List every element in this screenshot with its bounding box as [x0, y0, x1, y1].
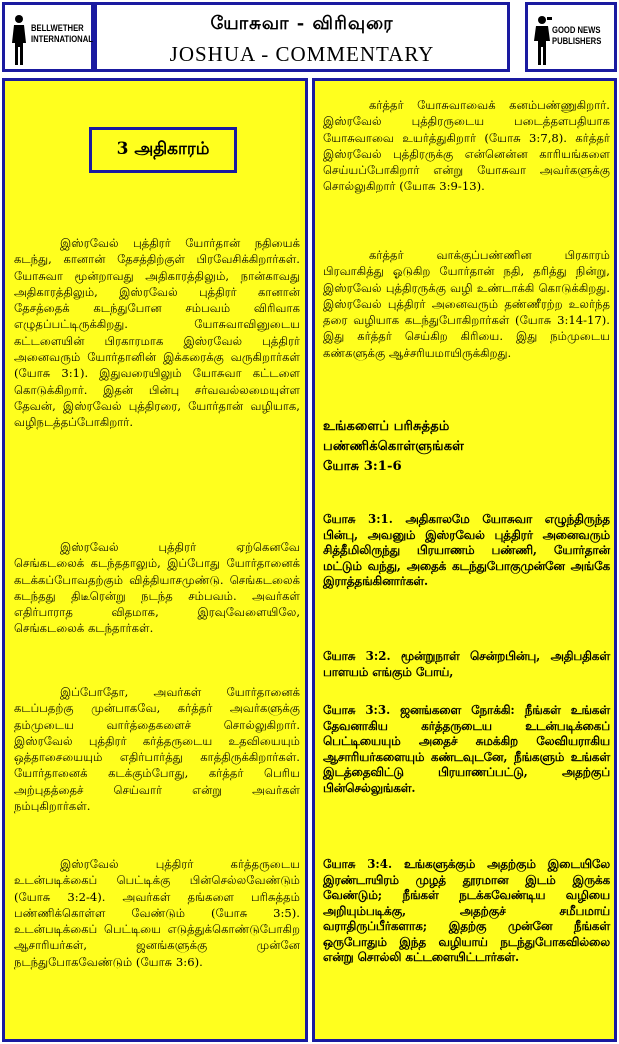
- logo-line: GOOD NEWS: [552, 25, 601, 35]
- paragraph: கர்த்தர் யோசுவாவைக் கனம்பண்ணுகிறார். இஸ்ரவேல் புத்திரருடைய படைத்தளபதியாக யோசுவாவை உயர்த்துகிறார் (யோசு 3:7,8). கர்த்தர் இஸ்ரவேல் புத்திரருக்கு என்னென்ன காரியங்களை செய்யப்போகிறார் என்று யோசுவா அவர்களுக்கு சொல்லுகிறார் (யோசு 3:9-13).: [323, 98, 610, 194]
- heading-reference: யோசு 3:1-6: [323, 459, 402, 474]
- logo-line: INTERNATIONAL: [31, 34, 93, 44]
- paragraph: இஸ்ரவேல் புத்திரர் ஏற்கெனவே செங்கடலைக் கடந்ததாலும், இப்போது யோர்தானைக் கடக்கப்போவதற்கும் வித்தியாசமுண்டு. செங்கடலைக் கடந்தது திடீரென்று நடந்த சம்பவம். அவர்கள் எதிர்பாராத விதமாக, இரவுவேளையிலே, செங்கடலைக் கடந்தார்கள்.: [14, 540, 300, 636]
- paragraph: இஸ்ரவேல் புத்திரர் யோர்தான் நதியைக் கடந்து, கானான் தேசத்திற்குள் பிரவேசிக்கிறார்கள். யோசுவா மூன்றாவது அதிகாரத்திலும், நான்காவது அதிகாரத்திலும், இஸ்ரவேல் புத்திரர் கானான் தேசத்தைக் கடந்துபோன சம்பவம் விரிவாக எழுதப்பட்டிருக்கிறது. யோசுவாவினுடைய கட்டளையின் பிரகாரமாக இஸ்ரவேல் புத்திரர் அனைவரும் யோர்தானின் இக்கரைக்கு வருகிறார்கள் (யோசு 3:1). இதுவரையிலும் யோசுவா கட்டளை கொடுக்கிறார். இதன் பின்பு சர்வவல்லமையுள்ள தேவன், இஸ்ரவேல் புத்திரரை, யோர்தான் வழியாக, வழிநடத்தப்போகிறார்.: [14, 236, 300, 430]
- heading-line: உங்களைப் பரிசுத்தம்: [323, 419, 450, 434]
- section-heading: [323, 417, 610, 477]
- paragraph: இப்போதோ, அவர்கள் யோர்தானைக் கடப்பதற்கு முன்பாகவே, கர்த்தர் அவர்களுக்கு தம்முடைய வார்த்தைகளைச் சொல்லுகிறார். இஸ்ரவேல் புத்திரர் கர்த்தருடைய உதவியையும் ஒத்தாசையையும் எதிர்பார்த்து காத்திருக்கிறார்கள். யோர்தானைக் கடக்கும்போது, கர்த்தர் பெரிய அற்புதத்தைச் செய்வார் என்று அவர்கள் நம்புகிறார்கள்.: [14, 685, 300, 814]
- verse: யோசு 3:1. அதிகாலமே யோசுவா எழுந்திருந்த பின்பு, அவனும் இஸ்ரவேல் புத்திரர் அனைவரும் சித்தீமிலிருந்து பிரயாணம் பண்ணி, யோர்தான் மட்டும் வந்து, அதைக் கடந்துபோகுமுன்னே அங்கே இராத்தங்கினார்கள்.: [323, 512, 610, 588]
- verse: யோசு 3:4. உங்களுக்கும் அதற்கும் இடையிலே இரண்டாயிரம் முழத் தூரமான இடம் இருக்க வேண்டும்; நீங்கள் நடக்கவேண்டிய வழியை அறியும்படிக்கு, அதற்குச் சமீபமாய் வராதிருப்பீர்களாக; இதற்கு முன்னே நீங்கள் ஒருபோதும் இந்த வழியாய் நடந்துபோகவில்லை என்று சொல்லி கட்டளையிட்டார்கள்.: [323, 857, 610, 964]
- chapter-title: 3 அதிகாரம்: [89, 127, 237, 173]
- good-news-logo: [525, 2, 617, 72]
- title-english: JOSHUA - COMMENTARY: [169, 42, 435, 66]
- messenger-figure-icon: [531, 13, 553, 69]
- paragraph: இஸ்ரவேல் புத்திரர் கர்த்தருடைய உடன்படிக்கைப் பெட்டிக்கு பின்செல்லவேண்டும் (யோசு 3:2-4). அவர்கள் தங்களை பரிசுத்தம் பண்ணிக்கொள்ள வேண்டும் (யோசு 3:5). உடன்படிக்கைப் பெட்டியை எடுத்துக்கொண்டுபோகிற ஆசாரியர்கள், ஜனங்களுக்கு முன்னே நடந்துபோகவேண்டும் (யோசு 3:6).: [14, 857, 300, 969]
- heading-line: பண்ணிக்கொள்ளுங்கள்: [323, 439, 465, 454]
- verse: யோசு 3:3. ஜனங்களை நோக்கி: நீங்கள் உங்கள் தேவனாகிய கர்த்தருடைய உடன்படிக்கைப் பெட்டியையும் அதைச் சுமக்கிற லேவியராகிய ஆசாரியர்களையும் கண்டவுடனே, நீங்களும் உங்கள் இடத்தைவிட்டு பிரயாணப்பட்டு, அதற்குப் பின்செல்லுங்கள்.: [323, 703, 610, 795]
- page-header: [0, 0, 619, 76]
- bell-figure-icon: [8, 13, 30, 69]
- paragraph: கர்த்தர் வாக்குப்பண்ணின பிரகாரம் பிரவாகித்து ஓடுகிற யோர்தான் நதி, தரித்து நின்று, இஸ்ரவேல் புத்திரருக்கு வழி உண்டாக்கி கொடுக்கிறது. இஸ்ரவேல் புத்திரர் அனைவரும் தண்ணீரற்ற உலர்ந்த தரை வழியாக கடந்துபோகிறார்கள் (யோசு 3:14-17). இது கர்த்தர் செய்கிற கிரியை. இது நம்முடைய கண்களுக்கு ஆச்சரியமாயிருக்கிறது.: [323, 248, 610, 360]
- right-column: [312, 78, 617, 1042]
- verse: யோசு 3:2. மூன்றுநாள் சென்றபின்பு, அதிபதிகள் பாளயம் எங்கும் போய்,: [323, 649, 610, 679]
- title-box: [94, 2, 510, 72]
- left-column: [2, 78, 308, 1042]
- bellwether-logo: [2, 2, 94, 72]
- logo-line: PUBLISHERS: [552, 36, 602, 46]
- title-tamil: யோசுவா - விரிவுரை: [210, 13, 394, 34]
- logo-line: BELLWETHER: [31, 23, 84, 33]
